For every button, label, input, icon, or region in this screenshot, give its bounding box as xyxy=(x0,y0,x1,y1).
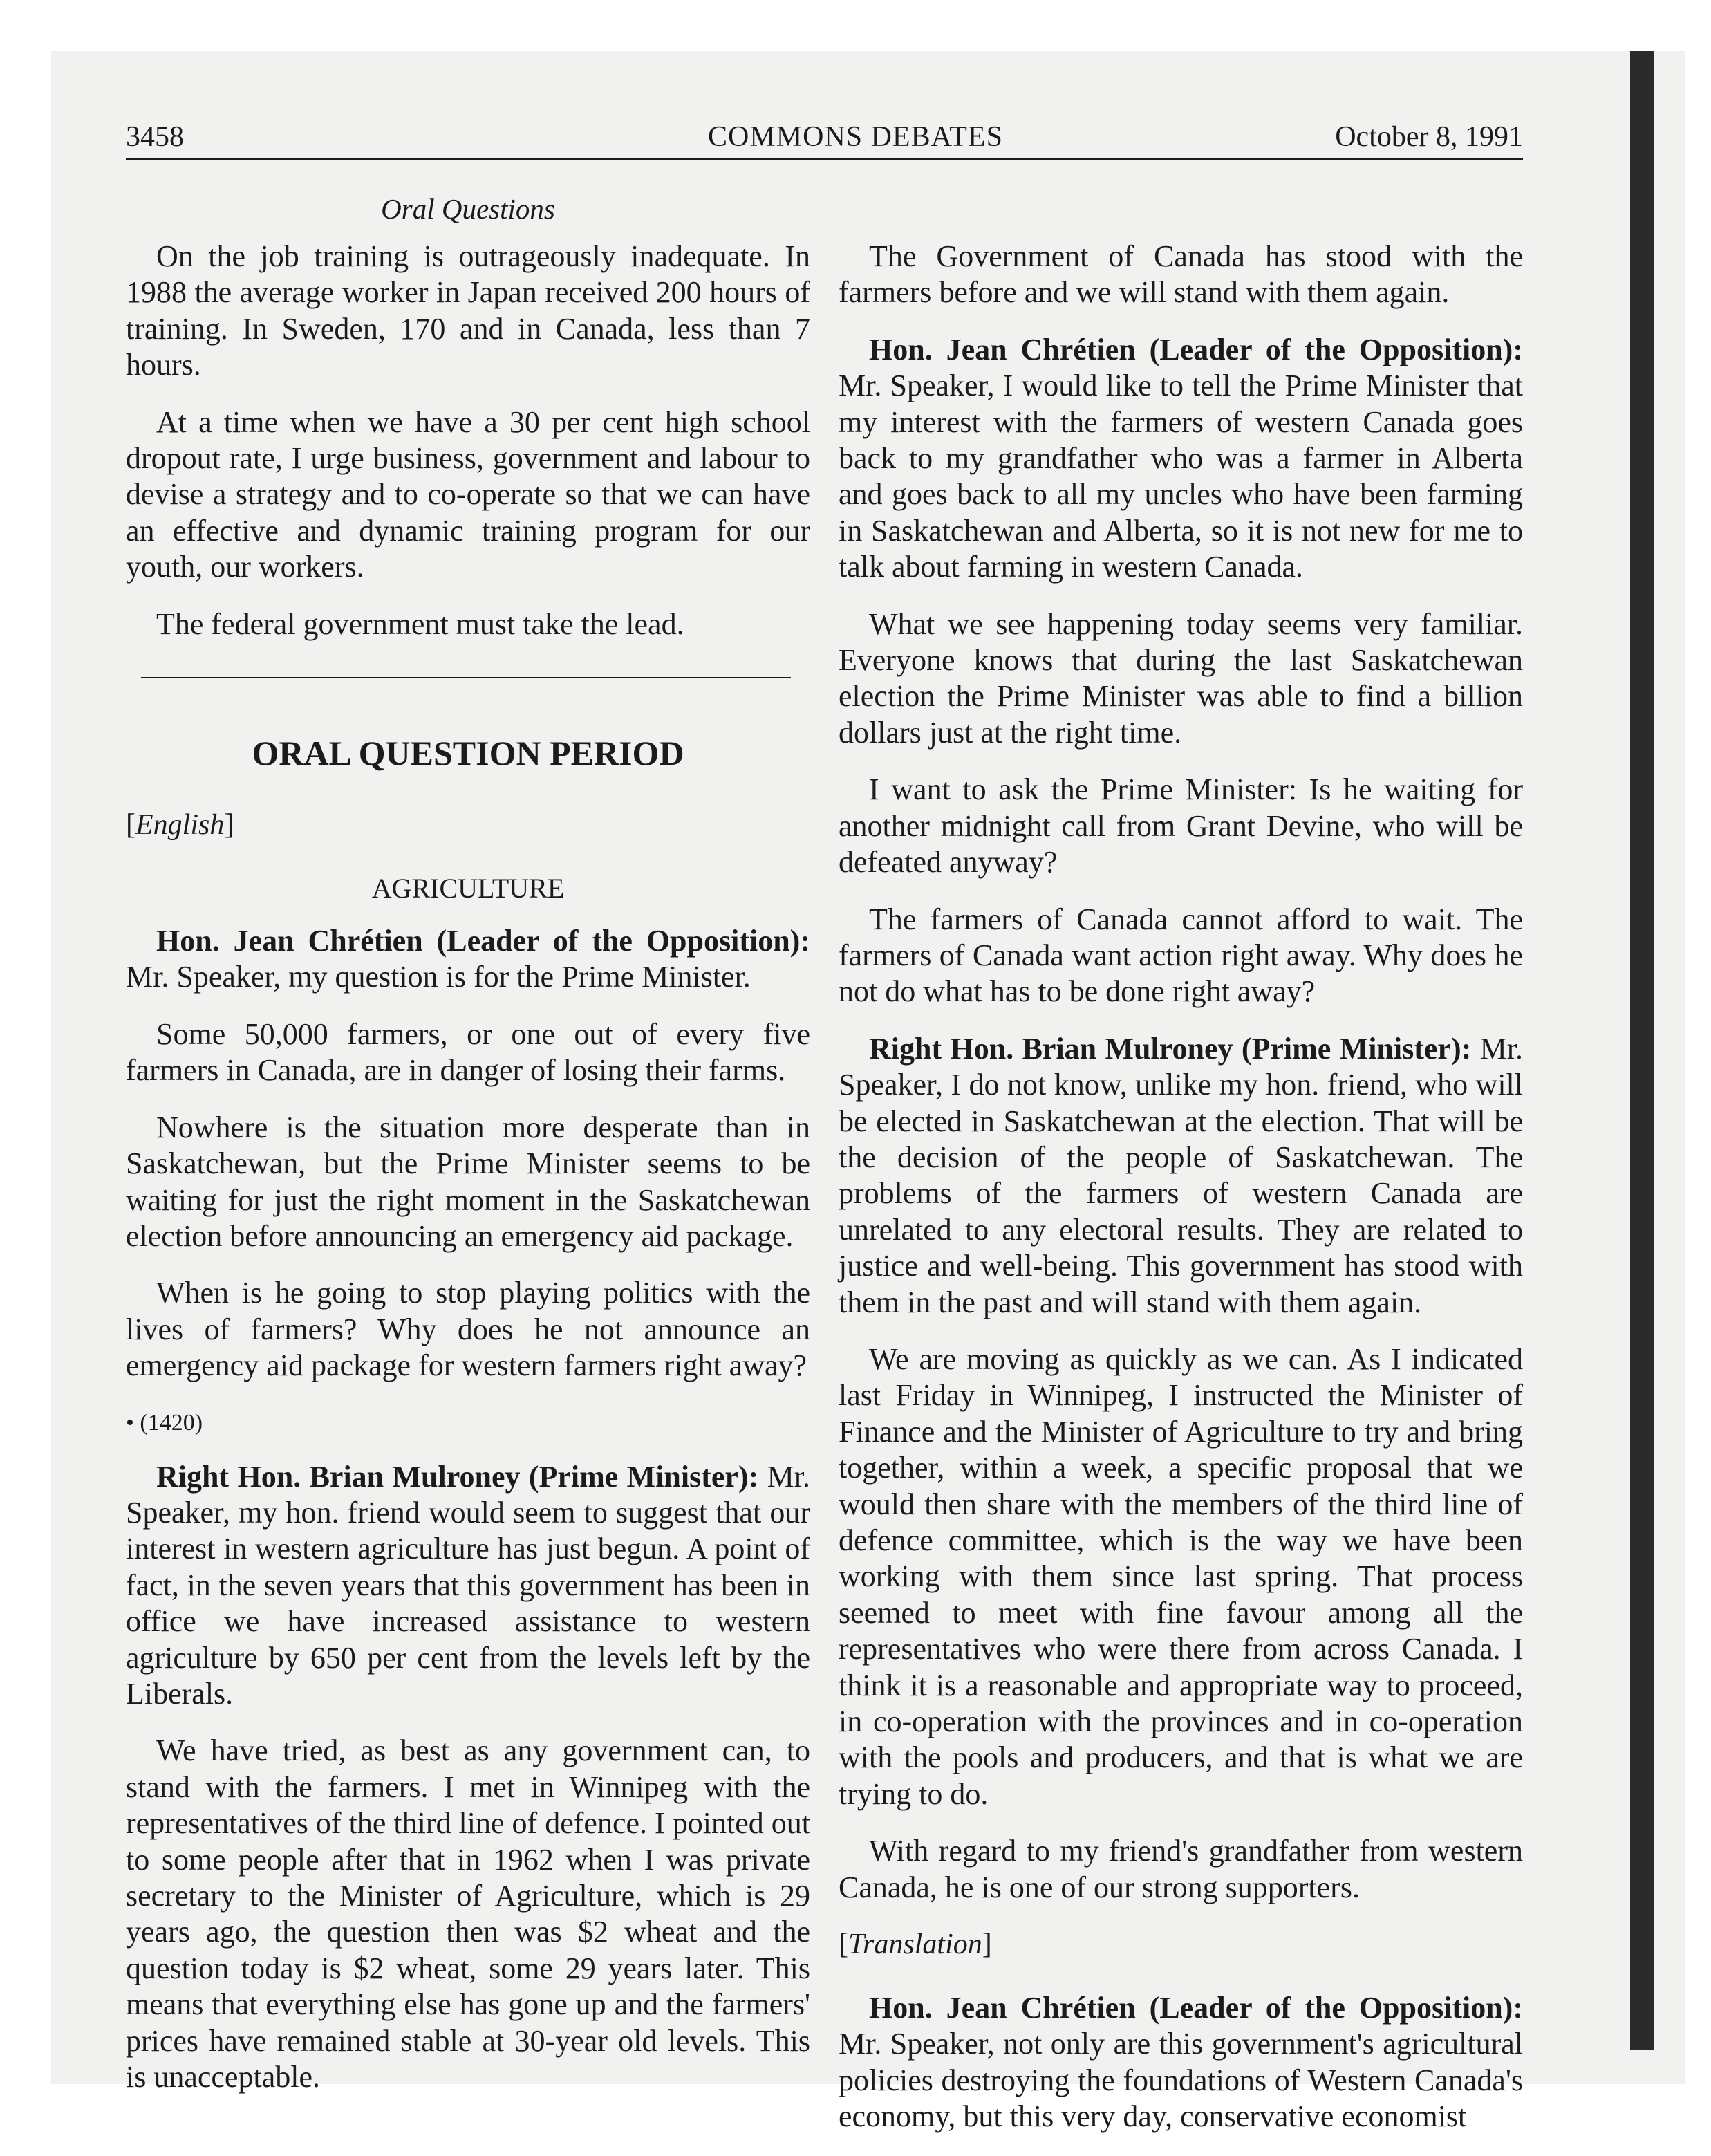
body-paragraph: Nowhere is the situation more desperate than in Saskatchewan, but the Prime Minister seems to be waiting for just the right moment in the Saskatchewan election before announcing an emergency aid package. xyxy=(126,1110,810,1253)
time-marker: • (1420) xyxy=(126,1409,203,1435)
speech-paragraph xyxy=(839,332,1523,586)
body-paragraph: What we see happening today seems very familiar. Everyone knows that during the last Saskatchewan election the Prime Minister was able to find a billion dollars just at the right time. xyxy=(839,606,1523,750)
section-divider xyxy=(141,677,791,678)
body-paragraph: Some 50,000 farmers, or one out of every five farmers in Canada, are in danger of losing their farms. xyxy=(126,1016,810,1088)
body-paragraph: The farmers of Canada cannot afford to wait. The farmers of Canada want action right away. Why does he not do what has to be done right away? xyxy=(839,902,1523,1009)
right-column xyxy=(839,239,1523,2156)
speaker-name: Hon. Jean Chrétien (Leader of the Opposition): xyxy=(156,924,810,958)
publication-date: October 8, 1991 xyxy=(1335,121,1523,153)
speaker-name: Right Hon. Brian Mulroney (Prime Minister): xyxy=(156,1459,759,1494)
publication-title: COMMONS DEBATES xyxy=(708,121,1003,153)
body-paragraph: I want to ask the Prime Minister: Is he waiting for another midnight call from Grant Devine, who will be defeated anyway? xyxy=(839,772,1523,880)
left-column xyxy=(126,239,810,2116)
speech-paragraph xyxy=(126,1459,810,1713)
language-tag-text: Translation xyxy=(848,1929,982,1961)
speech-text: Mr. Speaker, not only are this government's agricultural policies destroying the foundations of Western Canada's economy, but this very day, conservative economist xyxy=(839,2027,1523,2134)
speaker-name: Right Hon. Brian Mulroney (Prime Minister): xyxy=(869,1031,1472,1066)
speech-text: Mr. Speaker, I do not know, unlike my hon. friend, who will be elected in Saskatchewan at the election. That will be the decision of the people of Saskatchewan. The problems of the farmers of western Canada are unrelated to any electoral results. They are related to justice and well-being. This government has stood with them in the past and will stand with them again. xyxy=(839,1031,1523,1319)
body-paragraph: We have tried, as best as any government can, to stand with the farmers. I met in Winnipeg with the representatives of the third line of defence. I pointed out to some people after that in 1962 when I was private secretary to the Minister of Agriculture, which is 29 years ago, the question then was $2 wheat and the question today is $2 wheat, some 29 years later. This means that everything else has gone up and the farmers' prices have remained stable at 30-year old levels. This is unacceptable. xyxy=(126,1734,810,2094)
language-tag-text: English xyxy=(135,809,225,842)
speech-paragraph xyxy=(839,1990,1523,2135)
body-paragraph: At a time when we have a 30 per cent high school dropout rate, I urge business, government and labour to devise a strategy and to co-operate so that we can have an effective and dynamic training program for our youth, our workers. xyxy=(126,405,810,584)
body-paragraph: When is he going to stop playing politics with the lives of farmers? Why does he not announce an emergency aid package for western farmers right away? xyxy=(126,1276,810,1383)
speaker-name: Hon. Jean Chrétien (Leader of the Opposition): xyxy=(869,1991,1523,2025)
section-label: Oral Questions xyxy=(381,193,555,225)
language-tag: [English] xyxy=(126,809,234,842)
body-paragraph: The Government of Canada has stood with the farmers before and we will stand with them again. xyxy=(839,239,1523,310)
body-paragraph: With regard to my friend's grandfather from western Canada, he is one of our strong supporters. xyxy=(839,1834,1523,1904)
body-paragraph: We are moving as quickly as we can. As I indicated last Friday in Winnipeg, I instructed the Minister of Finance and the Minister of Agriculture to try and bring together, within a week, a specific proposal that we would then share with the members of the third line of defence committee, which is the way we have been working with them since last spring. That process seemed to meet with fine favour among all the representatives who were there from across Canada. I think it is a reasonable and appropriate way to proceed, in co-operation with the provinces and in co-operation with the pools and producers, and that is what we are trying to do. xyxy=(839,1341,1523,1811)
speech-text: Mr. Speaker, I would like to tell the Prime Minister that my interest with the farmers of western Canada goes back to my grandfather who was a farmer in Alberta and goes back to all my uncles who have been farming in Saskatchewan and Alberta, so it is not new for me to talk about farming in western Canada. xyxy=(839,369,1523,584)
header-rule xyxy=(126,158,1523,160)
speech-text: Mr. Speaker, my question is for the Prime Minister. xyxy=(126,960,751,994)
body-paragraph: On the job training is outrageously inadequate. In 1988 the average worker in Japan received 200 hours of training. In Sweden, 170 and in Canada, less than 7 hours. xyxy=(126,239,810,382)
topic-heading: AGRICULTURE xyxy=(371,873,565,904)
body-paragraph: The federal government must take the lead. xyxy=(156,606,684,641)
page-number: 3458 xyxy=(126,121,184,153)
scan-edge-shadow xyxy=(1630,51,1654,2050)
language-tag: [Translation] xyxy=(839,1929,992,1961)
speech-paragraph xyxy=(126,923,810,996)
speaker-name: Hon. Jean Chrétien (Leader of the Opposition): xyxy=(869,332,1523,366)
section-heading: ORAL QUESTION PERIOD xyxy=(252,734,684,773)
speech-text: Mr. Speaker, my hon. friend would seem to suggest that our interest in western agriculture has just begun. A point of fact, in the seven years that this government has been in office we have increased assistance to western agriculture by 650 per cent from the levels left by the Liberals. xyxy=(126,1459,810,1711)
speech-paragraph xyxy=(839,1031,1523,1321)
